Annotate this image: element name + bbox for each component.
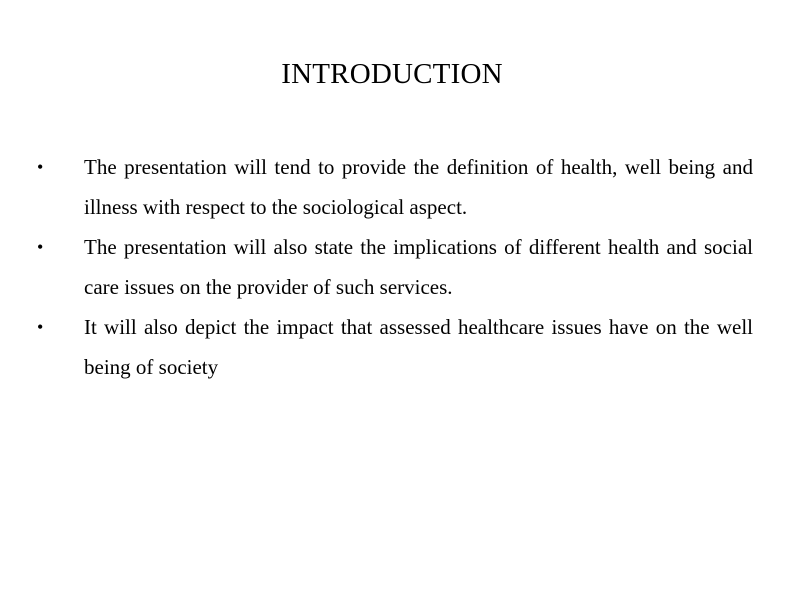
slide-title: INTRODUCTION [281, 58, 503, 90]
bullet-icon: • [37, 237, 44, 257]
bullet-icon: • [37, 157, 44, 177]
bullet-text: The presentation will also state the implications of different health and social care issues on the provider of such services. [84, 235, 753, 299]
bullet-icon: • [37, 317, 44, 337]
list-item [35, 307, 753, 387]
list-item [35, 227, 753, 307]
bullet-text: The presentation will tend to provide the definition of health, well being and illness with respect to the sociological aspect. [84, 155, 753, 219]
bullet-list [35, 147, 753, 387]
bullet-text: It will also depict the impact that assessed healthcare issues have on the well being of society [84, 315, 753, 379]
list-item [35, 147, 753, 227]
